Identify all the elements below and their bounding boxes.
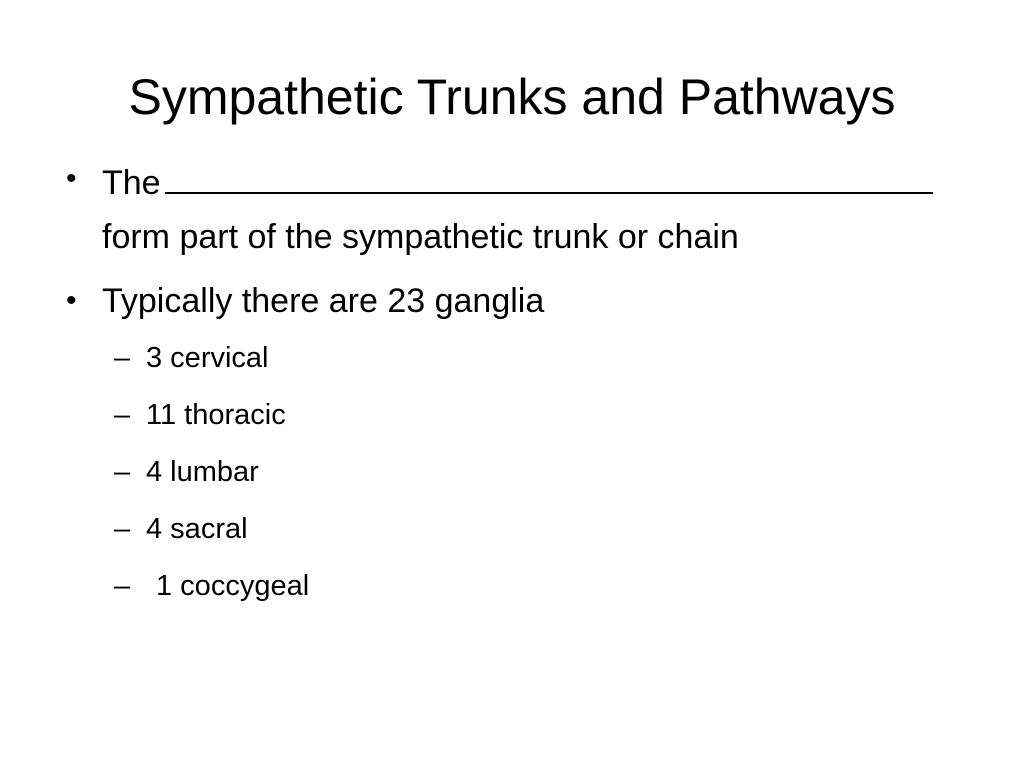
sub-item-thoracic xyxy=(60,395,1000,435)
dash-marker: – xyxy=(114,570,131,602)
bullet-list xyxy=(60,152,1000,623)
sub-item-text: 4 lumbar xyxy=(146,456,259,488)
dash-marker: – xyxy=(114,342,131,374)
sub-item-sacral xyxy=(60,509,1000,549)
sub-item-text: 11 thoracic xyxy=(146,399,286,431)
dash-marker: – xyxy=(114,456,131,488)
bullet-line-1 xyxy=(102,152,1000,210)
bullet-text: Typically there are 23 ganglia xyxy=(102,282,545,320)
sub-item-coccygeal xyxy=(60,566,1000,606)
bullet-item-sympathetic-trunk xyxy=(60,152,1000,264)
sub-item-lumbar xyxy=(60,452,1000,492)
bullet-marker: • xyxy=(66,162,77,195)
bullet-marker: • xyxy=(66,284,77,317)
sub-item-cervical xyxy=(60,338,1000,378)
bullet-line-2: form part of the sympathetic trunk or chain xyxy=(102,218,739,256)
sub-item-text: 4 sacral xyxy=(146,513,248,545)
bullet-item-ganglia-count xyxy=(60,274,1000,328)
ganglia-sublist xyxy=(60,338,1000,606)
dash-marker: – xyxy=(114,513,131,545)
fill-in-blank xyxy=(165,152,933,194)
sub-item-text: 1 coccygeal xyxy=(156,570,310,602)
dash-marker: – xyxy=(114,399,131,431)
sub-item-text: 3 cervical xyxy=(146,342,269,374)
slide-title: Sympathetic Trunks and Pathways xyxy=(128,69,896,125)
bullet-text-prefix: The xyxy=(102,164,161,202)
